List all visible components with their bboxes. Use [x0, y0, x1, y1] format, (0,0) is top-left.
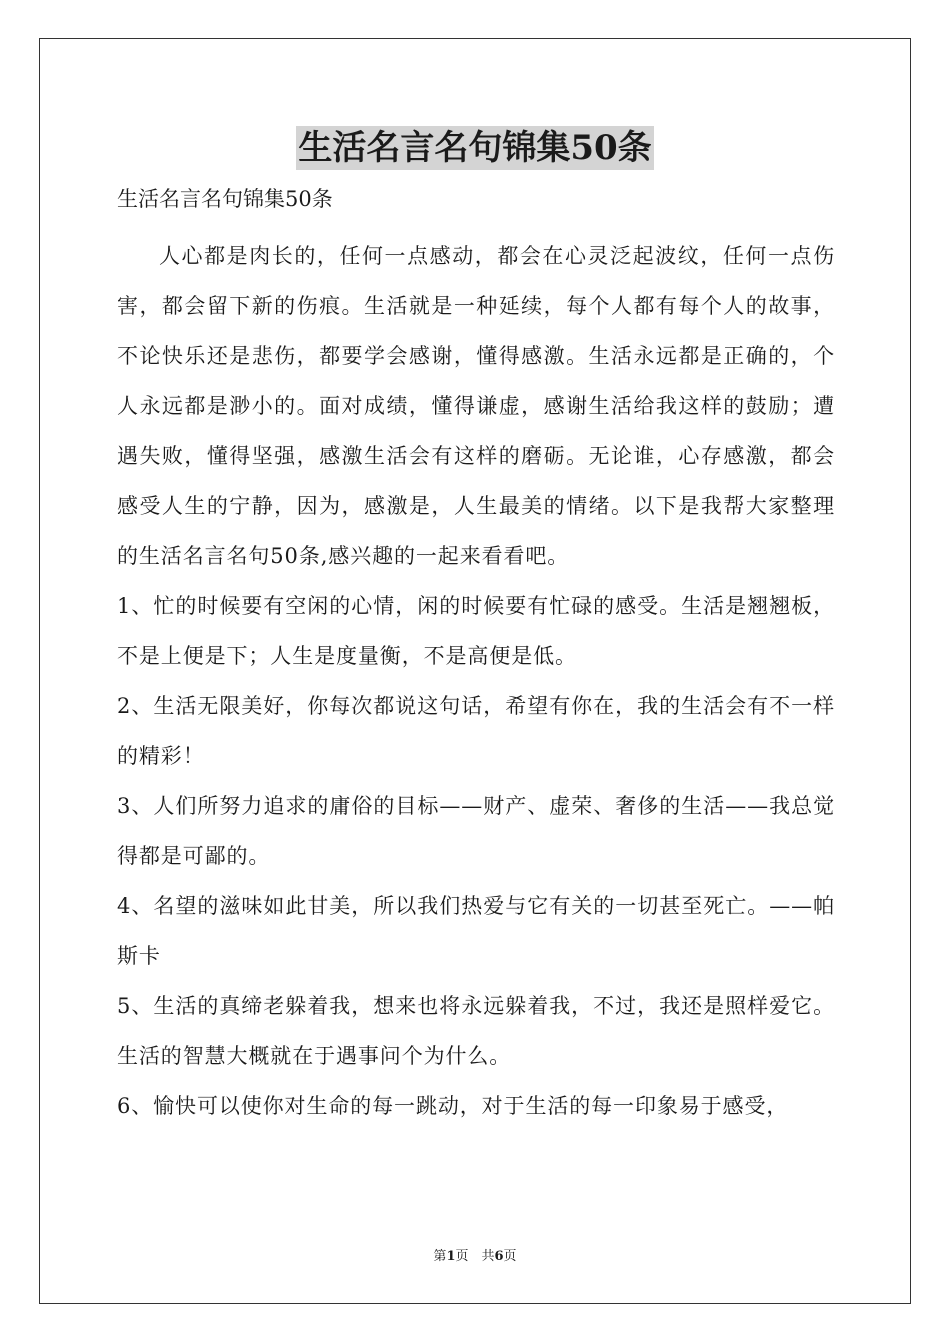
quote-item: 5、生活的真缔老躲着我，想来也将永远躲着我，不过，我还是照样爱它。生活的智慧大概就在于遇事问个为什么。: [117, 994, 835, 1068]
page-footer: [0, 1247, 950, 1267]
quote-item: 4、名望的滋味如此甘美，所以我们热爱与它有关的一切甚至死亡。——帕斯卡: [117, 894, 835, 968]
quote-item: 3、人们所努力追求的庸俗的目标——财产、虚荣、奢侈的生活——我总觉得都是可鄙的。: [117, 794, 835, 868]
document-subtitle: 生活名言名句锦集50条: [117, 187, 333, 211]
footer-suffix: 页: [503, 1249, 517, 1264]
quote-item: 6、愉快可以使你对生命的每一跳动，对于生活的每一印象易于感受，: [117, 1094, 789, 1118]
document-body: [117, 231, 835, 1131]
document-title: 生活名言名句锦集50条: [298, 128, 652, 168]
footer-middle: 页 共: [455, 1249, 495, 1264]
quote-item: 1、忙的时候要有空闲的心情，闲的时候要有忙碌的感受。生活是翘翘板，不是上便是下；人生是度量衡，不是高便是低。: [117, 594, 835, 668]
quote-item: 2、生活无限美好，你每次都说这句话，希望有你在，我的生活会有不一样的精彩！: [117, 694, 835, 768]
title-container: [0, 126, 950, 170]
current-page-number: 1: [446, 1249, 456, 1264]
total-pages-number: 6: [494, 1249, 504, 1264]
footer-prefix: 第: [433, 1249, 447, 1264]
intro-paragraph: 人心都是肉长的，任何一点感动，都会在心灵泛起波纹，任何一点伤害，都会留下新的伤痕。生活就是一种延续，每个人都有每个人的故事，不论快乐还是悲伤，都要学会感谢，懂得感激。生活永远都是正确的，个人永远都是渺小的。面对成绩，懂得谦虚，感谢生活给我这样的鼓励；遭遇失败，懂得坚强，感激生活会有这样的磨砺。无论谁，心存感激，都会感受人生的宁静，因为，感激是，人生最美的情绪。以下是我帮大家整理的生活名言名句50条,感兴趣的一起来看看吧。: [117, 244, 835, 568]
